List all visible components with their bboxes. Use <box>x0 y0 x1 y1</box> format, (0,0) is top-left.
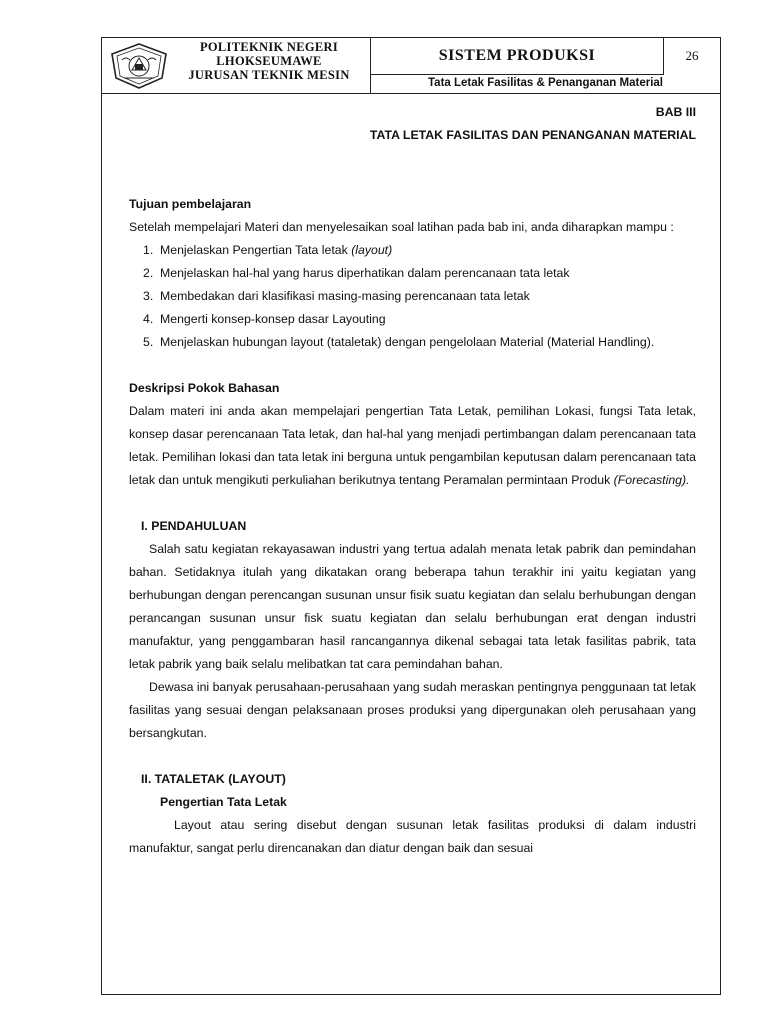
chapter-label: BAB III <box>655 105 696 119</box>
section-heading-pendahuluan: I. PENDAHULUAN <box>141 519 247 533</box>
institution-line2: LHOKSEUMAWE <box>216 54 322 68</box>
description-heading: Deskripsi Pokok Bahasan <box>129 381 280 395</box>
list-item: 4. Mengerti konsep-konsep dasar Layouting <box>143 312 386 326</box>
section-heading-tataletak: II. TATALETAK (LAYOUT) <box>141 772 286 786</box>
page-header <box>102 38 720 94</box>
chapter-title: TATA LETAK FASILITAS DAN PENANGANAN MATERIAL <box>369 128 696 142</box>
institution-logo-icon <box>108 42 170 90</box>
department-name: JURUSAN TEKNIK MESIN <box>188 68 350 82</box>
list-item: 1. Menjelaskan Pengertian Tata letak (layout) <box>143 243 393 257</box>
course-title: SISTEM PRODUKSI <box>438 47 596 64</box>
paragraph: Layout atau sering disebut dengan susunan letak fasilitas produksi di dalam industri manufaktur, sangat perlu direncanakan dan diatur dengan baik dan sesuai <box>129 818 696 855</box>
institution-block <box>102 38 371 93</box>
objectives-list <box>129 239 696 354</box>
chapter-subtitle: Tata Letak Fasilitas & Penanganan Material <box>428 77 663 89</box>
document-page <box>101 37 721 995</box>
list-item: 5. Menjelaskan hubungan layout (tataletak) dengan pengelolaan Material (Material Handling). <box>143 335 655 349</box>
page-number: 26 <box>685 48 699 63</box>
objectives-heading: Tujuan pembelajaran <box>129 197 252 211</box>
institution-line1: POLITEKNIK NEGERI <box>199 40 339 54</box>
objectives-intro: Setelah mempelajari Materi dan menyelesaikan soal latihan pada bab ini, anda diharapkan mampu : <box>129 220 674 234</box>
paragraph: Salah satu kegiatan rekayasawan industri yang tertua adalah menata letak pabrik dan pemindahan bahan. Setidaknya itulah yang dikatakan orang beberapa tahun terakhir ini yaitu kegiatan yang berhubungan dengan perencangan susunan unsur fisik suatu kegiatan dan selalu berhubungan dengan perancangan susunan unsur fisk suatu kegiatan dan selalu berhubungan erat dengan industri manufaktur, yang penggambaran hasil rancangannya dikenal sebagai tata letak fasilitas pabrik, tata letak pabrik yang baik selalu melibatkan tat cara pemindahan bahan. <box>129 542 696 671</box>
course-title-cell <box>371 38 664 75</box>
page-content <box>129 101 696 860</box>
description-text: Dalam materi ini anda akan mempelajari pengertian Tata Letak, pemilihan Lokasi, fungsi Tata letak, konsep dasar perencanaan Tata letak, dan hal-hal yang menjadi pertimbangan dalam perencanaan tata letak. Pemilihan lokasi dan tata letak ini berguna untuk pengambilan keputusan dalam perencanaan tata letak dan untuk mengikuti perkuliahan berikutnya tentang Peramalan permintaan Produk (Forecasting). <box>129 404 696 487</box>
institution-name <box>170 40 368 82</box>
subsection-heading: Pengertian Tata Letak <box>160 795 287 809</box>
list-item: 2. Menjelaskan hal-hal yang harus diperhatikan dalam perencanaan tata letak <box>143 266 570 280</box>
paragraph: Dewasa ini banyak perusahaan-perusahaan yang sudah meraskan pentingnya penggunaan tat letak fasilitas yang sesuai dengan pelaksanaan proses produksi yang dipergunakan oleh perusahaan yang bersangkutan. <box>129 680 696 740</box>
list-item: 3. Membedakan dari klasifikasi masing-masing perencanaan tata letak <box>143 289 530 303</box>
